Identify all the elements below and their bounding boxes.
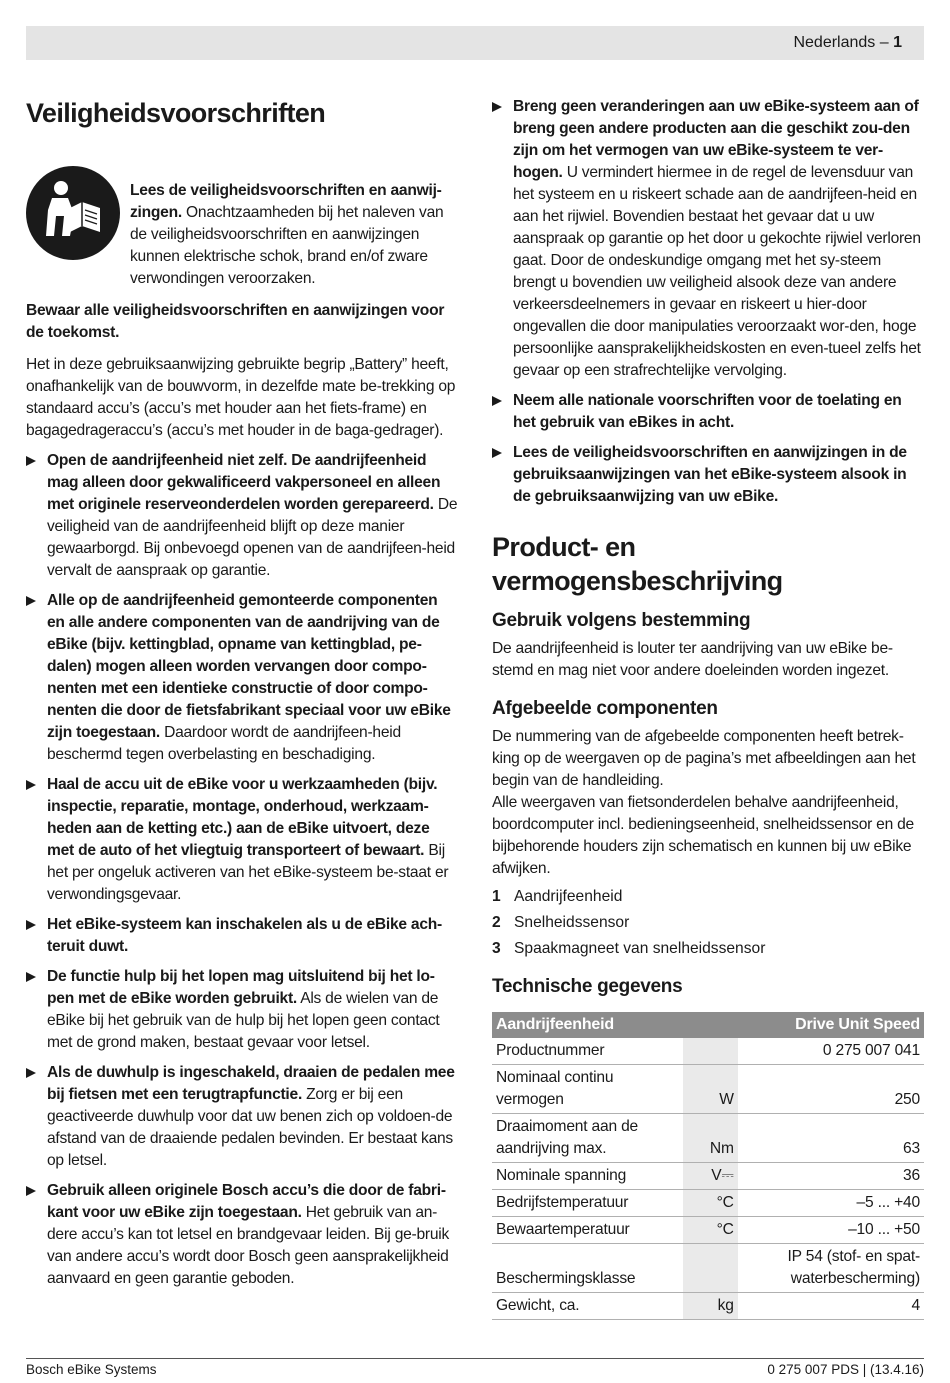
section-title-product: Product- en vermogensbeschrijving [492,532,783,596]
heading-intended-use: Gebruik volgens bestemming [492,610,751,631]
page-footer [26,1358,924,1377]
safety-bullet: Haal de accu uit de eBike voor u werkzaamheden (bijv. inspectie, reparatie, montage, onderhoud, werkzaam-heden aan de ketting etc.) aan de eBike uitvoert, deze met de auto of het vliegtuig transporteert of bewaart. Bij het per ongeluk activeren van het eBike-systeem be-staat er verwondingsgevaar. [26,774,458,906]
table-header-left: Aandrijfeenheid [492,1012,683,1038]
intended-use-text: De aandrijfeenheid is louter ter aandrijving van uw eBike be-stemd en mag niet voor andere doeleinden worden ingezet. [492,640,893,679]
heading-components: Afgebeelde componenten [492,698,718,719]
section-title-safety: Veiligheidsvoorschriften [26,98,326,128]
table-header-right: Drive Unit Speed [738,1012,924,1038]
safety-bullet: Breng geen veranderingen aan uw eBike-systeem aan of breng geen andere producten aan die geschikt zou-den zijn om het vermogen van uw eBike-systeem te ver-hogen. U vermindert hiermee in de regel de levensduur van het systeem en u riskeert schade aan de aandrijfeen-heid en aan het rijwiel. Bovendien bestaat het gevaar dat u uw aanspraak op garantie op het door u gekochte rijwiel verloren gaat. Door de ondeskundige omgang met het sy-steem brengt u bovendien uw veiligheid alsook deze van andere verkeersdeelnemers in gevaar en riskeert u hier-door ongevallen die door manipulaties veroorzaakt wor-den, hoge persoonlijke aansprakelijkheidskosten en even-tueel zelfs het gevaar op een strafrechtelijke vervolging. [492,96,924,382]
safety-bullet: Het eBike-systeem kan inschakelen als u de eBike ach-teruit duwt. [26,914,458,958]
safety-bullet: Neem alle nationale voorschriften voor de toelating en het gebruik van eBikes in acht. [492,390,924,434]
page-header [26,26,924,60]
component-item: 2 Snelheidssensor [492,914,630,931]
warning-block [26,140,458,290]
table-row: Gewicht, ca. kg 4 [492,1293,924,1320]
table-header-row [492,1012,924,1038]
components-text-1: De nummering van de afgebeelde componenten heeft betrek-king op de weergaven op de pagina’s met afbeeldingen aan het begin van de handleiding. [492,728,916,789]
safety-bullet: Alle op de aandrijfeenheid gemonteerde componenten en alle andere componenten van de aandrijving van de eBike (bijv. kettingblad, opname van kettingblad, pe-dalen) mogen alleen worden vervangen door compo-nenten met een identieke constructie of door compo-nenten die door de fietsfabrikant speciaal voor uw eBike zijn toegestaan. Daardoor wordt de aandrijfeen-heid beschermd tegen overbelasting en beschadiging. [26,590,458,766]
safety-bullet: De functie hulp bij het lopen mag uitsluitend bij het lo-pen met de eBike worden gebruikt. Als de wielen van de eBike bij het gebruik van de hulp bij het lopen geen contact met de grond maken, bestaat gevaar voor letsel. [26,966,458,1054]
table-row: Productnummer 0 275 007 041 [492,1038,924,1065]
battery-note: Het in deze gebruiksaanwijzing gebruikte begrip „Battery” heeft, onafhankelijk van de bouwvorm, in dezelfde mate be-trekking op standaard accu’s (accu’s met houder aan het fiets-frame) en bagagedrageraccu’s (accu’s met houder in de baga-gedrager). [26,356,456,439]
page-number: 1 [893,34,902,51]
header-language: Nederlands – [793,34,894,51]
warning-text [130,180,458,290]
heading-technical-data: Technische gegevens [492,976,683,997]
safety-bullet: Lees de veiligheidsvoorschriften en aanwijzingen in de gebruiksaanwijzingen van het eBike-systeem alsook in de gebruiksaanwijzing van uw eBike. [492,442,924,508]
keep-instructions: Bewaar alle veiligheidsvoorschriften en aanwijzingen voor de toekomst. [26,302,445,341]
safety-bullet: Gebruik alleen originele Bosch accu’s die door de fabri-kant voor uw eBike zijn toegestaan. Het gebruik van an-dere accu’s kan tot letsel en brandgevaar leiden. Bij ge-bruik van andere accu’s wordt door Bosch geen aansprakelijkheid aanvaard en geen garantie geboden. [26,1180,458,1290]
component-item: 3 Spaakmagneet van snelheidssensor [492,940,766,957]
warning-bold: Lees de veiligheidsvoorschriften en aanwij-zingen. [130,182,442,221]
warning-body: Onachtzaamheden bij het naleven van de veiligheidsvoorschriften en aanwijzingen kunnen elektrische schok, brand en/of zware verwondingen veroorzaken. [130,204,444,287]
components-text-2: Alle weergaven van fietsonderdelen behalve aandrijfeenheid, boordcomputer incl. bedieningseenheid, snelheidssensor en de bijbehorende houders zijn schematisch en kunnen bij uw eBike afwijken. [492,794,914,877]
footer-doc-id: 0 275 007 PDS | (13.4.16) [767,1362,924,1377]
right-column [492,96,924,1320]
technical-data-table [492,1012,924,1320]
table-row: Bewaartemperatuur °C –10 ... +50 [492,1217,924,1244]
table-row: Nominaal continu vermogen W 250 [492,1065,924,1114]
safety-bullet: Als de duwhulp is ingeschakeld, draaien de pedalen mee bij fietsen met een terugtrapfunctie. Zorg er bij een geactiveerde duwhulp voor dat uw benen zich op voldoen-de afstand van de draaiende pedalen bevinden. Er bestaat kans op letsel. [26,1062,458,1172]
table-row: Draaimoment aan de aandrijving max. Nm 63 [492,1114,924,1163]
read-manual-icon [26,166,120,260]
table-row: Bedrijfstemperatuur °C –5 ... +40 [492,1190,924,1217]
footer-brand: Bosch eBike Systems [26,1362,157,1377]
safety-bullet: Open de aandrijfeenheid niet zelf. De aandrijfeenheid mag alleen door gekwalificeerd vakpersoneel en alleen met originele reserveonderdelen worden gerepareerd. De veiligheid van de aandrijfeenheid blijft op deze manier gewaarborgd. Bij onbevoegd openen van de aandrijfeen-heid vervalt de aanspraak op garantie. [26,450,458,582]
table-row: Beschermingsklasse IP 54 (stof- en spat-waterbescherming) [492,1244,924,1293]
component-item: 1 Aandrijfeenheid [492,888,623,905]
left-column [26,96,458,1298]
table-row: Nominale spanning V⎓ 36 [492,1163,924,1190]
